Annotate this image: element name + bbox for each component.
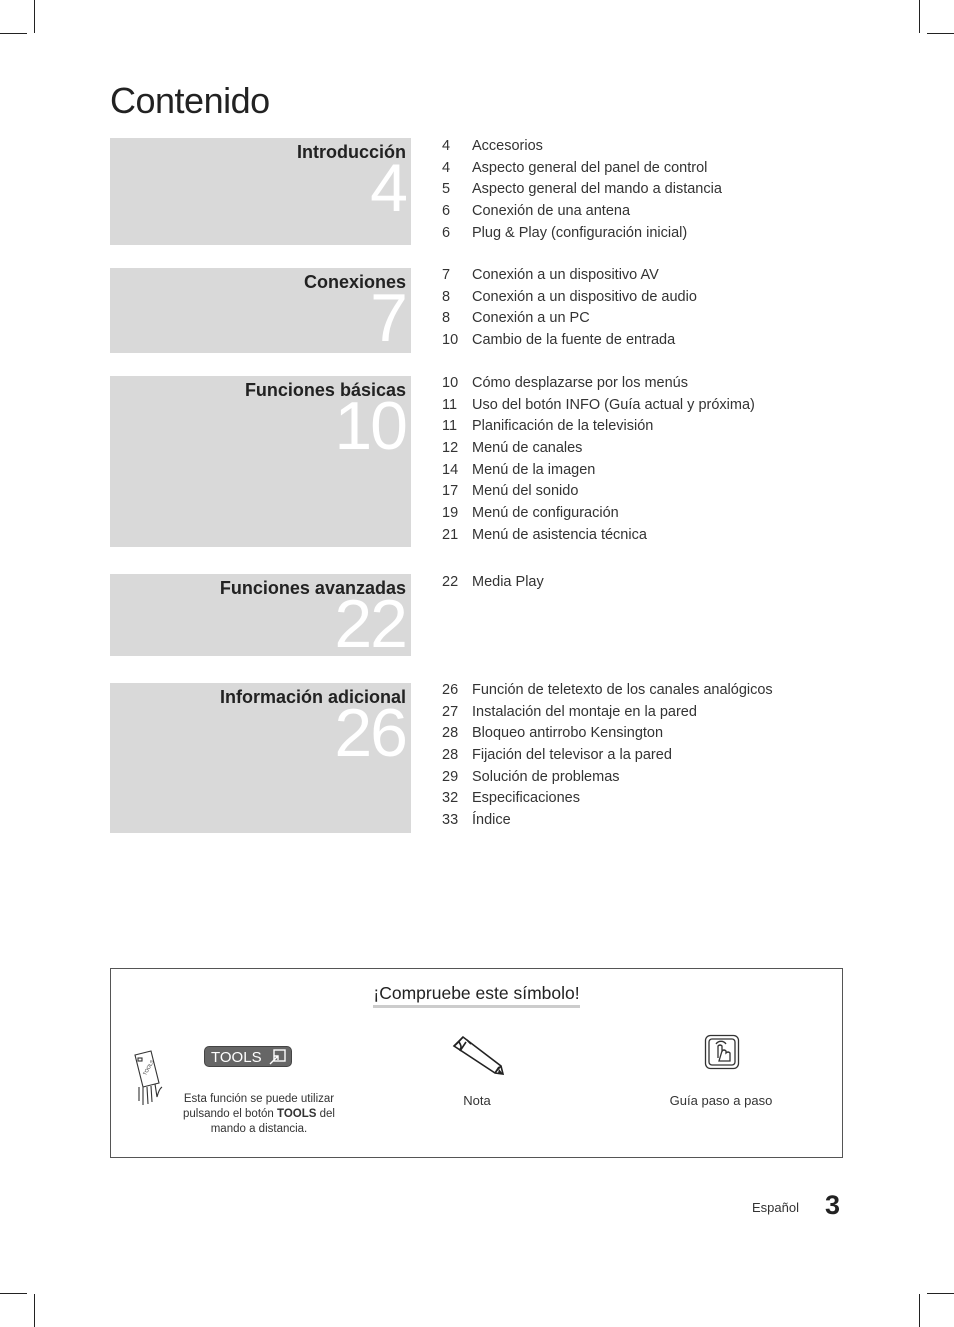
page-title: Contenido [110, 80, 270, 121]
toc-page: 17 [442, 483, 459, 500]
toc-page: 5 [442, 181, 451, 198]
toc-text: Media Play [472, 574, 544, 590]
toc-list-funciones-avanzadas [442, 574, 544, 596]
crop-mark [919, 1294, 920, 1327]
toc-list-funciones-basicas [442, 375, 755, 549]
toc-text: Menú de asistencia técnica [472, 526, 647, 543]
tools-caption [179, 1092, 339, 1137]
section-title: Conexiones [303, 272, 406, 292]
hand-remote-label: TOOLS [142, 1059, 156, 1077]
toc-page: 12 [442, 440, 459, 457]
toc-text: Fijación del televisor a la pared [472, 747, 672, 764]
toc-page: 33 [442, 812, 459, 829]
toc-text: Cambio de la fuente de entrada [472, 332, 676, 349]
toc-entry[interactable] [442, 812, 773, 834]
toc-list-conexiones [442, 267, 697, 354]
toc-entry[interactable] [442, 267, 697, 289]
toc-entry[interactable] [442, 397, 755, 419]
toc-entry[interactable] [442, 375, 755, 397]
toc-page: 22 [442, 574, 459, 590]
crop-mark [34, 1294, 35, 1327]
tools-caption-line: mando a distancia. [210, 1123, 308, 1135]
toc-page: 7 [442, 267, 451, 283]
toc-text: Conexión a un PC [472, 310, 590, 327]
crop-mark [0, 33, 27, 34]
toc-list-introduccion [442, 138, 722, 246]
symbol-legend-title-text: ¡Compruebe este símbolo! [373, 983, 579, 1008]
toc-text: Instalación del montaje en la pared [472, 703, 697, 720]
toc-page: 4 [442, 159, 451, 176]
toc-entry[interactable] [442, 574, 544, 596]
toc-text: Planificación de la televisión [472, 418, 654, 435]
tools-caption-line: Esta función se puede utilizar [183, 1093, 335, 1105]
toc-page: 28 [442, 747, 459, 764]
guide-label: Guía paso a paso [669, 1093, 773, 1108]
toc-entry[interactable] [442, 289, 697, 311]
toc-page: 8 [442, 288, 451, 305]
toc-text: Especificaciones [472, 790, 580, 807]
toc-text: Aspecto general del panel de control [472, 159, 708, 176]
toc-text: Cómo desplazarse por los menús [472, 375, 688, 391]
note-label: Nota [463, 1093, 491, 1108]
tools-caption-bold: TOOLS [277, 1108, 317, 1120]
toc-page: 8 [442, 310, 451, 327]
hand-remote-icon [131, 1049, 165, 1107]
crop-mark [919, 0, 920, 33]
toc-text: Accesorios [472, 138, 543, 154]
toc-page: 27 [442, 703, 459, 720]
section-number: 10 [334, 388, 406, 464]
section-title: Funciones básicas [244, 380, 406, 400]
symbol-legend-box [110, 968, 843, 1158]
toc-entry[interactable] [442, 527, 755, 549]
toc-page: 28 [442, 725, 459, 742]
toc-text: Menú del sonido [472, 483, 579, 500]
toc-page: 10 [442, 332, 459, 349]
tools-caption-text: del [316, 1108, 335, 1120]
toc-entry[interactable] [442, 181, 722, 203]
toc-page: 6 [442, 203, 451, 220]
toc-text: Menú de canales [472, 440, 583, 457]
toc-page: 6 [442, 224, 451, 241]
footer-page-number: 3 [825, 1190, 841, 1220]
toc-page: 4 [442, 138, 451, 154]
section-funciones-basicas[interactable] [110, 376, 411, 547]
tools-icon [269, 1049, 286, 1065]
toc-entry[interactable] [442, 138, 722, 160]
toc-entry[interactable] [442, 769, 773, 791]
toc-text: Menú de configuración [472, 505, 619, 522]
toc-entry[interactable] [442, 418, 755, 440]
toc-text: Aspecto general del mando a distancia [472, 181, 722, 198]
toc-entry[interactable] [442, 203, 722, 225]
section-funciones-avanzadas[interactable] [110, 574, 411, 656]
symbol-legend-title [111, 983, 842, 1004]
toc-page: 19 [442, 505, 459, 522]
tools-badge-label: TOOLS [211, 1049, 262, 1066]
section-number: 26 [334, 695, 406, 771]
section-title: Introducción [297, 142, 406, 162]
toc-page: 21 [442, 526, 459, 543]
toc-text: Menú de la imagen [472, 461, 596, 478]
toc-text: Plug & Play (configuración inicial) [472, 224, 688, 241]
pencil-note-icon [451, 1034, 507, 1076]
tools-caption-line [179, 1107, 339, 1122]
finger-press-icon [704, 1034, 740, 1070]
section-introduccion[interactable] [110, 138, 411, 245]
tools-caption-text: pulsando el botón [183, 1108, 278, 1120]
toc-entry[interactable] [442, 747, 773, 769]
crop-mark [927, 33, 954, 34]
toc-entry[interactable] [442, 790, 773, 812]
toc-entry[interactable] [442, 483, 755, 505]
toc-page: 10 [442, 375, 459, 391]
toc-text: Solución de problemas [472, 768, 620, 785]
toc-page: 32 [442, 790, 459, 807]
section-number: 22 [334, 586, 406, 656]
section-informacion-adicional[interactable] [110, 683, 411, 833]
section-conexiones[interactable] [110, 268, 411, 353]
section-number: 7 [370, 280, 406, 353]
toc-text: Conexión a un dispositivo de audio [472, 288, 697, 305]
toc-entry[interactable] [442, 310, 697, 332]
toc-text: Conexión de una antena [472, 203, 631, 220]
toc-page: 14 [442, 461, 459, 478]
toc-text: Índice [472, 812, 511, 829]
toc-entry[interactable] [442, 440, 755, 462]
toc-page: 26 [442, 682, 459, 698]
toc-entry[interactable] [442, 704, 773, 726]
crop-mark [34, 0, 35, 33]
toc-entry[interactable] [442, 505, 755, 527]
toc-entry[interactable] [442, 462, 755, 484]
toc-text: Bloqueo antirrobo Kensington [472, 725, 664, 742]
toc-entry[interactable] [442, 332, 697, 354]
crop-mark [927, 1293, 954, 1294]
toc-entry[interactable] [442, 725, 773, 747]
toc-entry[interactable] [442, 682, 773, 704]
toc-text: Uso del botón INFO (Guía actual y próxima) [472, 396, 755, 413]
toc-page: 29 [442, 768, 459, 785]
toc-text: Conexión a un dispositivo AV [472, 267, 659, 283]
toc-list-informacion-adicional [442, 682, 773, 834]
section-number: 4 [370, 150, 406, 226]
toc-entry[interactable] [442, 160, 722, 182]
toc-page: 11 [442, 396, 458, 413]
toc-entry[interactable] [442, 225, 722, 247]
toc-text: Función de teletexto de los canales analógicos [472, 682, 773, 698]
section-title: Información adicional [219, 687, 406, 707]
footer-language: Español [752, 1200, 799, 1215]
tools-badge [204, 1046, 292, 1067]
section-title: Funciones avanzadas [219, 578, 406, 598]
toc-page: 11 [442, 418, 458, 435]
crop-mark [0, 1293, 27, 1294]
